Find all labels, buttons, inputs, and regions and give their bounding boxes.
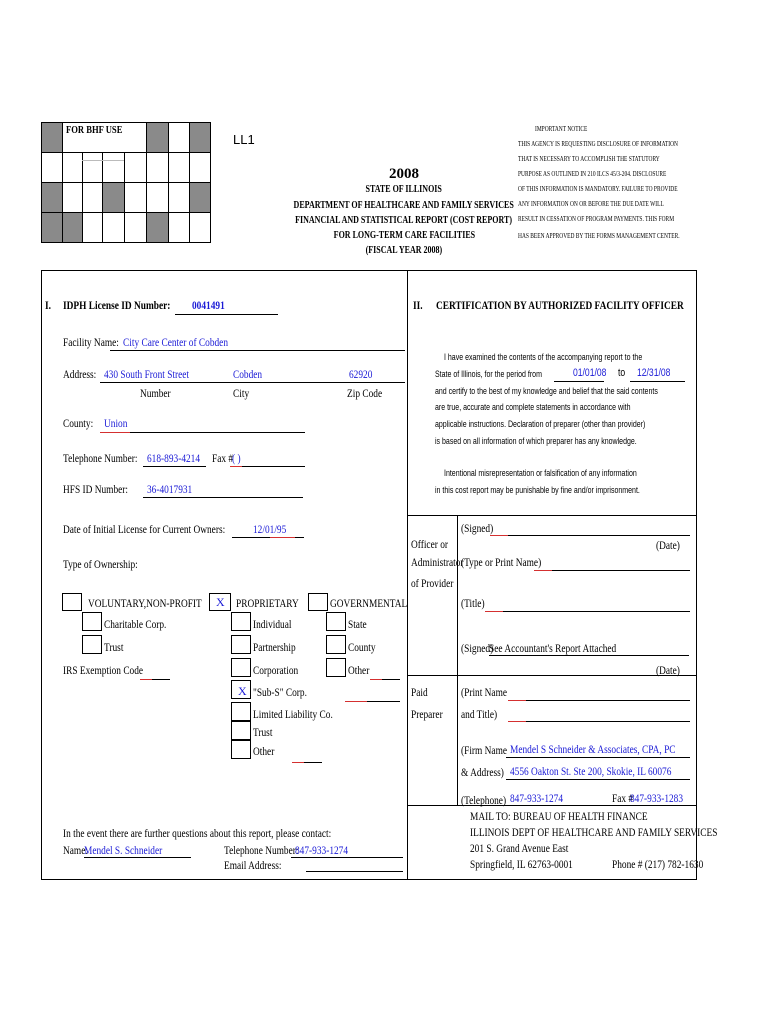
mail-to-line: MAIL TO: BUREAU OF HEALTH FINANCE xyxy=(470,809,648,823)
contact-name-value[interactable]: Mendel S. Schneider xyxy=(84,843,163,857)
cert-line: I have examined the contents of the accompanying report to the xyxy=(444,352,643,362)
firm-name-value[interactable]: Mendel S Schneider & Associates, CPA, PC xyxy=(510,742,676,756)
cert-line: State of Illinois, for the period from xyxy=(435,369,542,379)
mail-city-line: Springfield, IL 62763-0001 xyxy=(470,857,573,871)
preparer-label: Preparer xyxy=(411,707,443,721)
fiscal-heading: (FISCAL YEAR 2008) xyxy=(365,245,443,256)
idph-label: IDPH License ID Number: xyxy=(63,298,171,312)
notice-line: THAT IS NECESSARY TO ACCOMPLISH THE STATUTORY xyxy=(518,155,660,163)
city-value[interactable]: Cobden xyxy=(233,367,263,381)
title-line[interactable] xyxy=(485,611,690,612)
license-date-value[interactable]: 12/01/95 xyxy=(253,522,287,536)
corporation-checkbox[interactable] xyxy=(231,658,251,677)
period-to[interactable]: 12/31/08 xyxy=(637,367,671,379)
corporation-label: Corporation xyxy=(253,663,299,677)
llc-label: Limited Liability Co. xyxy=(253,707,333,721)
type-print-line[interactable] xyxy=(534,570,690,571)
report-heading: FINANCIAL AND STATISTICAL REPORT (COST REPORT) xyxy=(295,215,513,226)
zip-caption: Zip Code xyxy=(347,386,383,400)
facilities-heading: FOR LONG-TERM CARE FACILITIES xyxy=(333,230,475,241)
county-label: County: xyxy=(63,416,94,430)
cert-line: and certify to the best of my knowledge and belief that the said contents xyxy=(435,386,658,396)
notice-line: ANY INFORMATION ON OR BEFORE THE DUE DATE WILL xyxy=(518,200,664,208)
facility-value[interactable]: City Care Center of Cobden xyxy=(123,335,229,349)
hfs-value[interactable]: 36-4017931 xyxy=(147,482,193,496)
county-value[interactable]: Union xyxy=(104,416,128,430)
form-code: LL1 xyxy=(233,132,255,147)
trust-checkbox[interactable] xyxy=(82,635,102,654)
subs-label: "Sub-S" Corp. xyxy=(253,685,307,699)
accountant-note: See Accountant's Report Attached xyxy=(489,641,617,655)
section-two-number: II. xyxy=(413,298,423,312)
administrator-label: Administrator xyxy=(411,555,464,569)
contact-phone-value[interactable]: 847-933-1274 xyxy=(295,843,349,857)
number-caption: Number xyxy=(140,386,171,400)
report-year: 2008 xyxy=(389,166,419,182)
phone-label: Telephone Number: xyxy=(63,451,138,465)
contact-question: In the event there are further questions about this report, please contact: xyxy=(63,826,332,840)
voluntary-label: VOLUNTARY,NON-PROFIT xyxy=(88,596,202,610)
warning-line: Intentional misrepresentation or falsification of any information xyxy=(444,468,637,478)
other3-checkbox[interactable] xyxy=(326,658,346,677)
individual-label: Individual xyxy=(253,617,292,631)
state-heading: STATE OF ILLINOIS xyxy=(365,184,443,195)
notice-line: THIS AGENCY IS REQUESTING DISCLOSURE OF INFORMATION xyxy=(518,140,678,148)
warning-line: in this cost report may be punishable by fine and/or imprisonment. xyxy=(435,485,640,495)
county-gov-label: County xyxy=(348,640,376,654)
type-print-label: (Type or Print Name) xyxy=(461,555,542,569)
period-to-word: to xyxy=(618,367,626,379)
signature-line[interactable] xyxy=(490,535,690,536)
governmental-checkbox[interactable] xyxy=(308,593,328,611)
zip-value[interactable]: 62920 xyxy=(349,367,373,381)
other3-label: Other xyxy=(348,663,370,677)
phone-value[interactable]: 618-893-4214 xyxy=(147,451,201,465)
mail-phone-line: Phone # (217) 782-1630 xyxy=(612,857,704,871)
trust2-checkbox[interactable] xyxy=(231,721,251,740)
dept-heading: DEPARTMENT OF HEALTHCARE AND FAMILY SERVICES xyxy=(293,200,515,211)
firm-address-label: & Address) xyxy=(461,765,504,779)
notice-line: IMPORTANT NOTICE xyxy=(535,125,588,133)
charitable-label: Charitable Corp. xyxy=(104,617,167,631)
firm-tel-value[interactable]: 847-933-1274 xyxy=(510,791,564,805)
mail-dept-line: ILLINOIS DEPT OF HEALTHCARE AND FAMILY SERVICES xyxy=(470,825,718,839)
proprietary-mark: X xyxy=(216,595,225,609)
charitable-checkbox[interactable] xyxy=(82,612,102,631)
trust2-label: Trust xyxy=(253,725,273,739)
hfs-label: HFS ID Number: xyxy=(63,482,129,496)
print-name-label: (Print Name xyxy=(461,685,508,699)
partnership-label: Partnership xyxy=(253,640,296,654)
contact-phone-label: Telephone Number: xyxy=(224,843,299,857)
mail-street-line: 201 S. Grand Avenue East xyxy=(470,841,569,855)
signed-label: (Signed) xyxy=(461,521,494,535)
proprietary-label: PROPRIETARY xyxy=(236,596,299,610)
state-checkbox[interactable] xyxy=(326,612,346,631)
ownership-label: Type of Ownership: xyxy=(63,557,138,571)
city-caption: City xyxy=(233,386,250,400)
address-label: Address: xyxy=(63,367,97,381)
firm-address-value[interactable]: 4556 Oakton St. Ste 200, Skokie, IL 60076 xyxy=(510,764,672,778)
cert-line: is based on all information of which preparer has any knowledge. xyxy=(435,436,637,446)
notice-line: OF THIS INFORMATION IS MANDATORY. FAILURE TO PROVIDE xyxy=(518,185,678,193)
street-value[interactable]: 430 South Front Street xyxy=(104,367,190,381)
cert-line: applicable instructions. Declaration of preparer (other than provider) xyxy=(435,419,646,429)
section-one-number: I. xyxy=(45,298,51,312)
firm-fax-value[interactable]: 847-933-1283 xyxy=(630,791,684,805)
fax-label: Fax # xyxy=(212,451,234,465)
other2-label: Other xyxy=(253,744,275,758)
cert-line: are true, accurate and complete statements in accordance with xyxy=(435,402,631,412)
signed2-label: (Signed) xyxy=(461,641,494,655)
paid-label: Paid xyxy=(411,685,428,699)
partnership-checkbox[interactable] xyxy=(231,635,251,654)
bhf-use-label: FOR BHF USE xyxy=(66,124,123,136)
license-date-label: Date of Initial License for Current Owners: xyxy=(63,522,226,536)
and-title-label: and Title) xyxy=(461,707,498,721)
notice-line: PURPOSE AS OUTLINED IN 210 ILCS 45/3-204. DISCLOSURE xyxy=(518,170,667,178)
date-label: (Date) xyxy=(656,538,680,552)
column-divider xyxy=(407,270,408,880)
title-label: (Title) xyxy=(461,596,485,610)
notice-line: HAS BEEN APPROVED BY THE FORMS MANAGEMENT CENTER. xyxy=(518,232,680,240)
governmental-label: GOVERNMENTAL xyxy=(330,596,408,610)
firm-tel-label: (Telephone) xyxy=(461,793,507,807)
email-label: Email Address: xyxy=(224,858,282,872)
officer-label: Officer or xyxy=(411,537,448,551)
llc-checkbox[interactable] xyxy=(231,702,251,721)
irs-label: IRS Exemption Code xyxy=(63,663,144,677)
trust-label: Trust xyxy=(104,640,124,654)
period-from[interactable]: 01/01/08 xyxy=(573,367,607,379)
voluntary-checkbox[interactable] xyxy=(62,593,82,611)
certification-title: CERTIFICATION BY AUTHORIZED FACILITY OFFICER xyxy=(436,298,684,312)
other2-checkbox[interactable] xyxy=(231,740,251,759)
notice-line: RESULT IN CESSATION OF PROGRAM PAYMENTS. THIS FORM xyxy=(518,215,675,223)
county-checkbox[interactable] xyxy=(326,635,346,654)
fax-value[interactable]: ( ) xyxy=(232,451,241,465)
facility-label: Facility Name: xyxy=(63,335,119,349)
firm-name-label: (Firm Name xyxy=(461,743,508,757)
idph-value[interactable]: 0041491 xyxy=(192,298,225,312)
date2-label: (Date) xyxy=(656,663,680,677)
provider-label: of Provider xyxy=(411,576,454,590)
subs-mark: X xyxy=(238,684,247,698)
firm-fax-label: Fax # xyxy=(612,791,634,805)
contact-name-label: Name: xyxy=(63,843,88,857)
state-label: State xyxy=(348,617,367,631)
individual-checkbox[interactable] xyxy=(231,612,251,631)
